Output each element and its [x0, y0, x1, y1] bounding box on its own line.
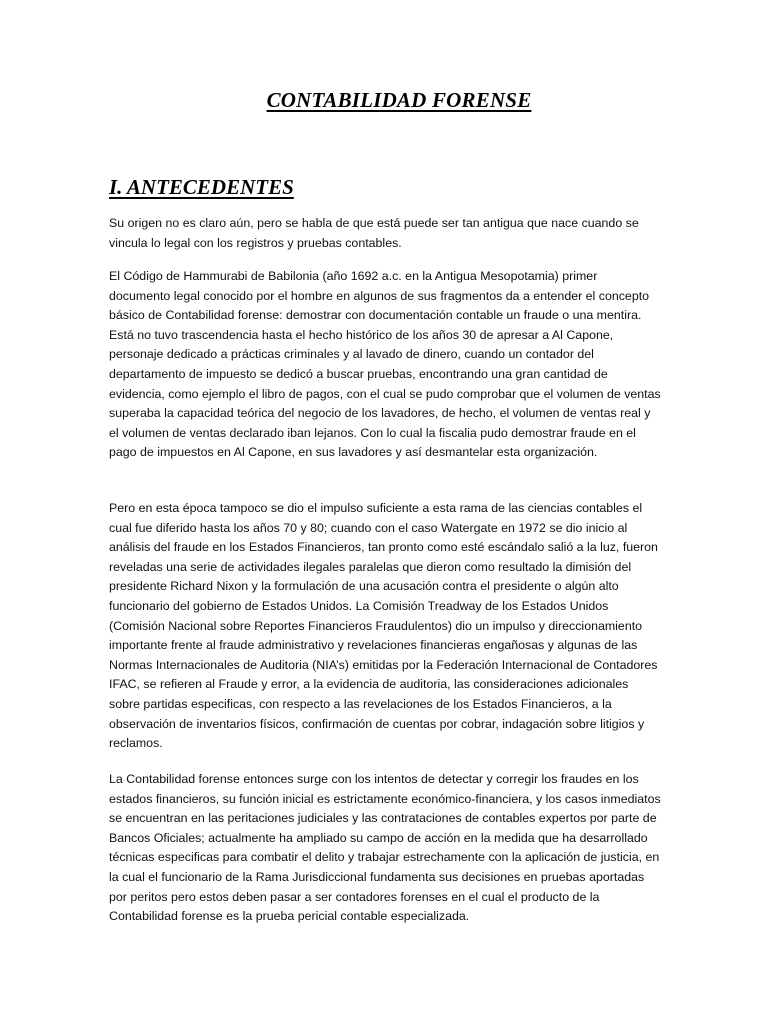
paragraph-4: La Contabilidad forense entonces surge con los intentos de detectar y corregir los fraudes en los estados financieros, su función inicial es estrictamente económico-financiera, y los casos inmediatos se encuentran en las peritaciones judiciales y las contrataciones de contables expertos por parte de Bancos Oficiales; actualmente ha ampliado su campo de acción en la medida que ha desarrollado técnicas especificas para combatir el delito y trabajar estrechamente con la aplicación de justicia, en la cual el funcionario de la Rama Jurisdiccional fundamenta sus decisiones en pruebas aportadas por peritos pero estos deben pasar a ser contadores forenses en el cual el producto de la Contabilidad forense es la prueba pericial contable especializada. — [109, 772, 661, 924]
paragraph-3: Pero en esta época tampoco se dio el impulso suficiente a esta rama de las ciencias contables el cual fue diferido hasta los años 70 y 80; cuando con el caso Watergate en 1972 se dio inicio al análisis del fraude en los Estados Financieros, tan pronto como esté escándalo salió a la luz, fueron reveladas una serie de actividades ilegales paralelas que dieron como resultado la dimisión del presidente Richard Nixon y la formulación de una acusación contra el presidente o algún alto funcionario del gobierno de Estados Unidos. La Comisión Treadway de los Estados Unidos (Comisión Nacional sobre Reportes Financieros Fraudulentos) dio un impulso y direccionamiento importante frente al fraude administrativo y revelaciones financieras engañosas y algunas de las Normas Internacionales de Auditoria (NIA’s) emitidas por la Federación Internacional de Contadores IFAC, se refieren al Fraude y error, a la evidencia de auditoria, las consideraciones adicionales sobre partidas especificas, con respecto a las revelaciones de los Estados Financieros, a la observación de inventarios físicos, confirmación de cuentas por cobrar, indagación sobre litigios y reclamos. — [109, 501, 658, 751]
document-title — [0, 88, 768, 113]
section-heading: I. ANTECEDENTES — [109, 175, 294, 199]
paragraph-1: Su origen no es claro aún, pero se habla de que está puede ser tan antigua que nace cuando se vincula lo legal con los registros y pruebas contables. — [109, 216, 639, 250]
document-title-text: CONTABILIDAD FORENSE — [266, 88, 532, 112]
paragraph-2: El Código de Hammurabi de Babilonia (año 1692 a.c. en la Antigua Mesopotamia) primer documento legal conocido por el hombre en algunos de sus fragmentos da a entender el concepto básico de Contabilidad forense: demostrar con documentación contable un fraude o una mentira. Está no tuvo trascendencia hasta el hecho histórico de los años 30 de apresar a Al Capone, personaje dedicado a prácticas criminales y al lavado de dinero, cuando un contador del departamento de impuesto se dedicó a buscar pruebas, encontrando una gran cantidad de evidencia, como ejemplo el libro de pagos, con el cual se pudo comprobar que el volumen de ventas superaba la capacidad teórica del negocio de los lavadores, de hecho, el volumen de ventas real y el volumen de ventas declarado iban lejanos. Con lo cual la fiscalia pudo demostrar fraude en el pago de impuestos en Al Capone, en sus lavadores y así desmantelar esta organización. — [109, 269, 661, 460]
